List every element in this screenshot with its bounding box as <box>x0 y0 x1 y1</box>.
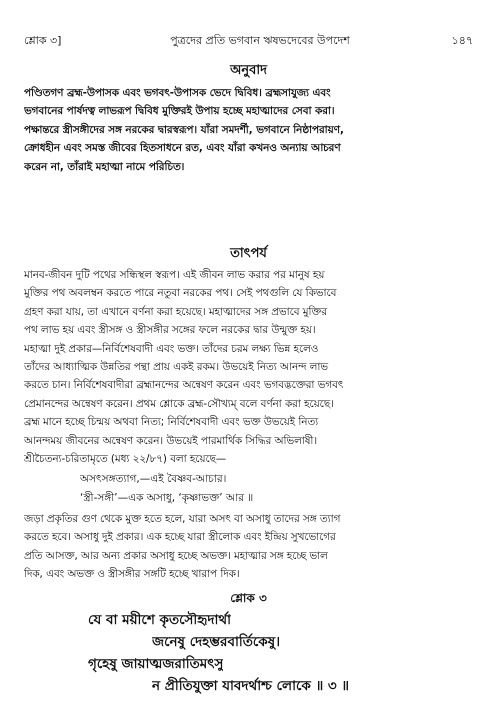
purport-line: শ্রীচৈতন্য-চরিতামৃতে (মধ্য ২২/৮৭) বলা হয়েছে— <box>24 452 227 465</box>
translation-line: ক্রোধহীন এবং সমস্ত জীবের হিতসাধনে রত, এবং যাঁরা কখনও অন্যায় আচরণ <box>24 142 341 155</box>
translation-line: ভগবানের পার্ষদত্ব লাভরূপ দ্বিবিধ মুক্তিরই উপায় হচ্ছে মহাত্মাদের সেবা করা। <box>24 105 335 118</box>
translation-heading: অনুবাদ <box>230 63 267 78</box>
sloka-line: যে বা ময়ীশে কৃতসৌহৃদার্থা <box>88 612 232 628</box>
purport-paragraph <box>24 266 475 468</box>
purport-continuation <box>24 510 475 584</box>
purport-line: করতে চান। নির্বিশেষবাদীরা ব্রহ্মানন্দের অন্বেষণ করেন এবং ভগবদ্ভক্তেরা ভগবৎ <box>24 379 344 392</box>
purport-heading: তাৎপর্য <box>230 246 267 261</box>
purport-line: করতে হবে। অসাধু দুই প্রকার। এক হচ্ছে যারা স্ত্রীলোক এবং ইন্দ্রিয় সুখভোগের <box>24 531 336 544</box>
sloka-line: ন প্রীতিযুক্তা যাবদর্থাশ্চ লোকে ॥ ৩ ॥ <box>152 678 350 694</box>
sloka-heading: শ্লোক ৩ <box>230 591 267 605</box>
purport-line: গ্রহণ করা যায়, তা এখানে বর্ণনা করা হয়েছে। মহাত্মাদের সঙ্গ প্রভাবে মুক্তির <box>24 305 328 318</box>
translation-line: পক্ষান্তরে স্ত্রীসঙ্গীদের সঙ্গ নরকের দ্বারস্বরূপ। যাঁরা সমদর্শী, ভগবানে নিষ্ঠাপরায়ণ, <box>24 123 344 136</box>
translation-line: করেন না, তাঁরাই মহাত্মা নামে পরিচিত। <box>24 160 185 173</box>
quoted-verse <box>80 470 480 507</box>
header-chapter-title: পুত্রদের প্রতি ভগবান ঋষভদেবের উপদেশ <box>170 34 350 47</box>
purport-line: মুক্তির পথ অবলম্বন করতে পারে নতুবা নরকের পথ। সেই পথগুলি যে কিভাবে <box>24 287 337 300</box>
purport-line: ব্রহ্ম মানে হচ্ছে চিন্ময় অথবা নিত্য; নির্বিশেষবাদী এবং ভক্ত উভয়েই নিত্য <box>24 416 319 429</box>
purport-line: দিক, এবং অভক্ত ও স্ত্রীসঙ্গীর সঙ্গটি হচ্ছে খারাপ দিক। <box>24 568 240 581</box>
purport-line: প্রেমানন্দের অন্বেষণ করেন। প্রথম শ্লোকে ব্রহ্ম-সৌখ্যম্‌ বলে বর্ণনা করা হয়েছে। <box>24 397 334 410</box>
sloka-line: গৃহেষু জায়াত্মজরাতিমৎসু <box>88 656 224 672</box>
purport-line: প্রতি আসক্ত, আর অন্য প্রকার অসাধু হচ্ছে অভক্ত। মহাত্মার সঙ্গ হচ্ছে ভাল <box>24 549 328 562</box>
quoted-verse-line: অসৎসঙ্গত্যাগ,—এই বৈষ্ণব-আচার। <box>80 473 227 485</box>
purport-line: মানব-জীবন দুটি পথের সন্ধিস্থল স্বরূপ। এই জীবন লাভ করার পর মানুষ হয় <box>24 269 325 281</box>
translation-line: পণ্ডিতগণ ব্রহ্ম-উপাসক এবং ভগবৎ-উপাসক ভেদে দ্বিবিধ। ব্রহ্মসাযুজ্য এবং <box>24 87 331 99</box>
sloka-line: জনেষু দেহম্ভরবার্তিকেষু। <box>152 634 281 650</box>
purport-line: আনন্দময় জীবনের অন্বেষণ করেন। উভয়েই পারমার্থিক সিদ্ধির অভিলাষী। <box>24 434 318 447</box>
purport-line: জড়া প্রকৃতির গুণ থেকে মুক্ত হতে হলে, যারা অসৎ বা অসাধু তাদের সঙ্গ ত্যাগ <box>24 513 341 525</box>
page-header <box>24 32 473 50</box>
translation-paragraph <box>24 84 475 176</box>
purport-line: মহাত্মা দুই প্রকার—নির্বিশেষবাদী এবং ভক্ত। তাঁদের চরম লক্ষ্য ভিন্ন হলেও <box>24 342 319 355</box>
header-verse-ref: শ্লোক ৩] <box>24 34 62 47</box>
purport-line: তাঁদের আধ্যাত্মিক উন্নতির পন্থা প্রায় একই রকম। উভয়েই নিত্য আনন্দ লাভ <box>24 360 328 373</box>
purport-line: পথ লাভ হয় এবং স্ত্রীসঙ্গ ও স্ত্রীসঙ্গীর সঙ্গের ফলে নরকের দ্বার উন্মুক্ত হয়। <box>24 324 316 337</box>
page-number: ১৪৭ <box>451 34 473 47</box>
quoted-verse-line: ‘স্ত্রী-সঙ্গী’—এক অসাধু, ‘কৃষ্ণাভক্ত’ আর ॥ <box>80 491 254 504</box>
